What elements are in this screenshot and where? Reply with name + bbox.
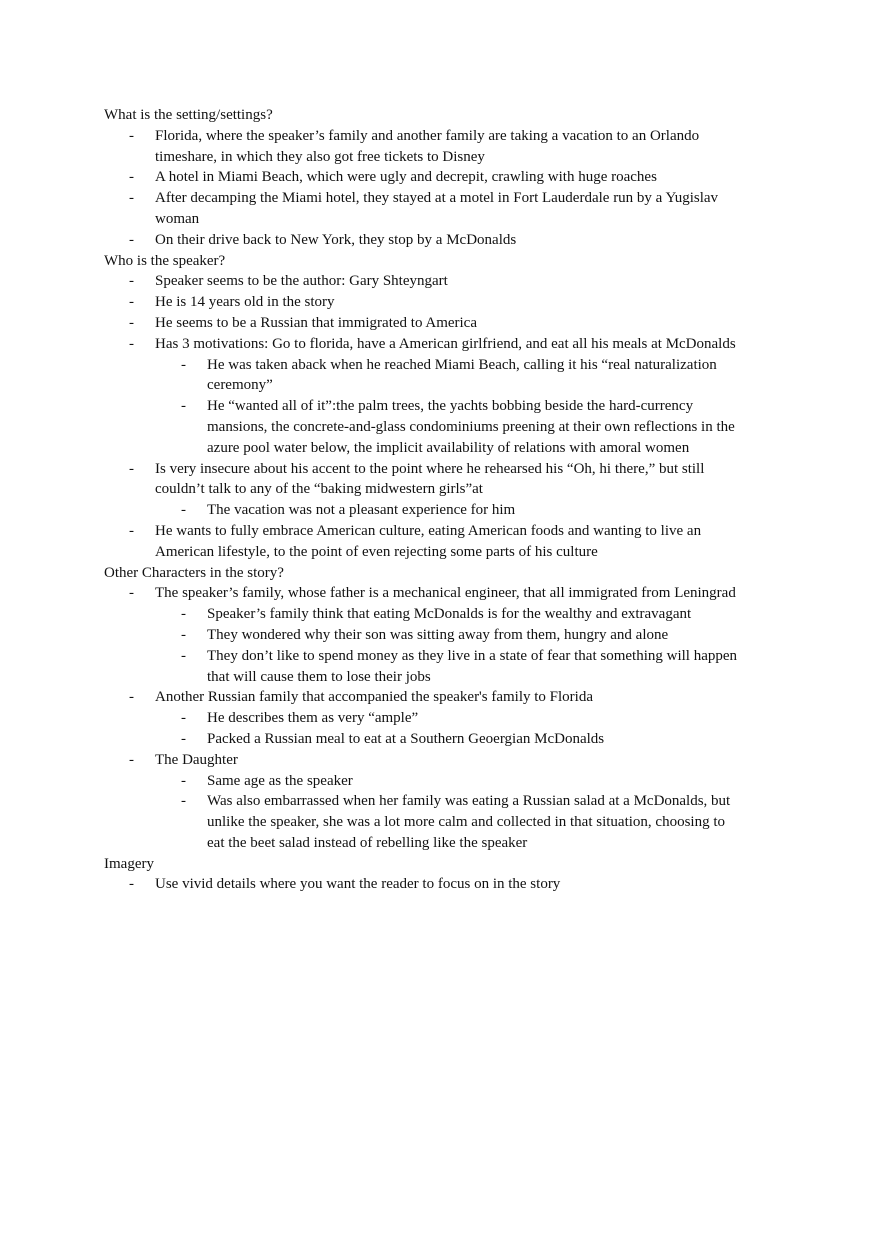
sub-list-item	[155, 771, 744, 792]
section-heading: Who is the speaker?	[104, 252, 226, 269]
sub-list-item-text: - He describes them as very “ample”	[207, 710, 419, 727]
sub-bullet-list	[155, 355, 744, 459]
bullet-list	[104, 583, 744, 853]
list-item	[104, 292, 744, 313]
list-item-text: - After decamping the Miami hotel, they stayed at a motel in Fort Lauderdale run by a Yugislav woman	[155, 190, 719, 227]
sub-list-item-text: - Speaker’s family think that eating McDonalds is for the wealthy and extravagant	[207, 606, 692, 623]
sub-list-item	[155, 355, 744, 397]
sub-list-item-text: - They wondered why their son was sitting away from them, hungry and alone	[207, 626, 669, 643]
list-item-text: - The speaker’s family, whose father is a mechanical engineer, that all immigrated from Leningrad	[155, 585, 736, 602]
sub-bullet-list	[155, 604, 744, 687]
list-item	[104, 750, 744, 854]
list-item	[104, 126, 744, 168]
list-item	[104, 521, 744, 563]
section-heading: Imagery	[104, 855, 154, 872]
sub-list-item	[155, 396, 744, 458]
list-item	[104, 313, 744, 334]
section-imagery	[104, 854, 744, 896]
sub-list-item	[155, 791, 744, 853]
sub-list-item-text: - Same age as the speaker	[207, 772, 353, 789]
list-item-text: - Is very insecure about his accent to the point where he rehearsed his “Oh, hi there,” but still couldn’t talk to any of the “baking midwestern girls”at	[155, 460, 705, 498]
list-item	[104, 583, 744, 687]
sub-list-item	[155, 604, 744, 625]
list-item	[104, 687, 744, 749]
list-item-text: - Use vivid details where you want the reader to focus on in the story	[155, 876, 561, 893]
sub-list-item	[155, 646, 744, 688]
list-item-text: - He is 14 years old in the story	[155, 294, 335, 311]
sub-bullet-list	[155, 708, 744, 750]
sub-list-item	[155, 500, 744, 521]
list-item-text: - Has 3 motivations: Go to florida, have a American girlfriend, and eat all his meals at McDonalds	[155, 335, 736, 352]
list-item-text: - Another Russian family that accompanied the speaker's family to Florida	[155, 689, 594, 706]
section-heading: What is the setting/settings?	[104, 107, 273, 123]
list-item	[104, 167, 744, 188]
list-item-text: - He seems to be a Russian that immigrated to America	[155, 314, 478, 331]
sub-list-item-text: - He was taken aback when he reached Miami Beach, calling it his “real naturalization ceremony”	[207, 356, 717, 394]
sub-list-item	[155, 729, 744, 750]
list-item	[104, 271, 744, 292]
list-item-text: - He wants to fully embrace American culture, eating American foods and wanting to live an American lifestyle, to the point of even rejecting some parts of his culture	[155, 522, 702, 560]
sub-list-item-text: - They don’t like to spend money as they live in a state of fear that something will happen that will cause them to lose their jobs	[207, 647, 738, 685]
list-item-text: - The Daughter	[155, 751, 238, 768]
list-item	[104, 230, 744, 251]
section-setting	[104, 105, 744, 251]
sub-bullet-list	[155, 771, 744, 854]
sub-list-item	[155, 708, 744, 729]
list-item-text: - Florida, where the speaker’s family and another family are taking a vacation to an Orlando timeshare, in which they also got free tickets to Disney	[155, 127, 700, 165]
list-item	[104, 874, 744, 895]
sub-list-item-text: - Was also embarrassed when her family was eating a Russian salad at a McDonalds, but unlike the speaker, she was a lot more calm and collected in that situation, choosing to eat the beet salad instead of rebelling like the speaker	[207, 793, 731, 851]
list-item-text: - A hotel in Miami Beach, which were ugly and decrepit, crawling with huge roaches	[155, 169, 657, 186]
list-item	[104, 334, 744, 459]
section-heading: Other Characters in the story?	[104, 564, 284, 581]
section-other-characters	[104, 563, 744, 854]
bullet-list	[104, 874, 744, 895]
sub-list-item	[155, 625, 744, 646]
list-item	[104, 188, 744, 230]
sub-list-item-text: - The vacation was not a pleasant experience for him	[207, 502, 516, 519]
document-body	[104, 105, 744, 895]
bullet-list	[104, 271, 744, 562]
list-item-text: - On their drive back to New York, they stop by a McDonalds	[155, 231, 517, 248]
sub-bullet-list	[155, 500, 744, 521]
section-speaker	[104, 251, 744, 563]
sub-list-item-text: - Packed a Russian meal to eat at a Southern Geoergian McDonalds	[207, 730, 605, 747]
list-item	[104, 459, 744, 521]
bullet-list	[104, 126, 744, 251]
sub-list-item-text: - He “wanted all of it”:the palm trees, the yachts bobbing beside the hard-currency mansions, the concrete-and-glass condominiums preening at their own reflections in the azure pool water below, the implicit availability of relations with amoral women	[207, 398, 735, 456]
list-item-text: - Speaker seems to be the author: Gary Shteyngart	[155, 273, 448, 290]
